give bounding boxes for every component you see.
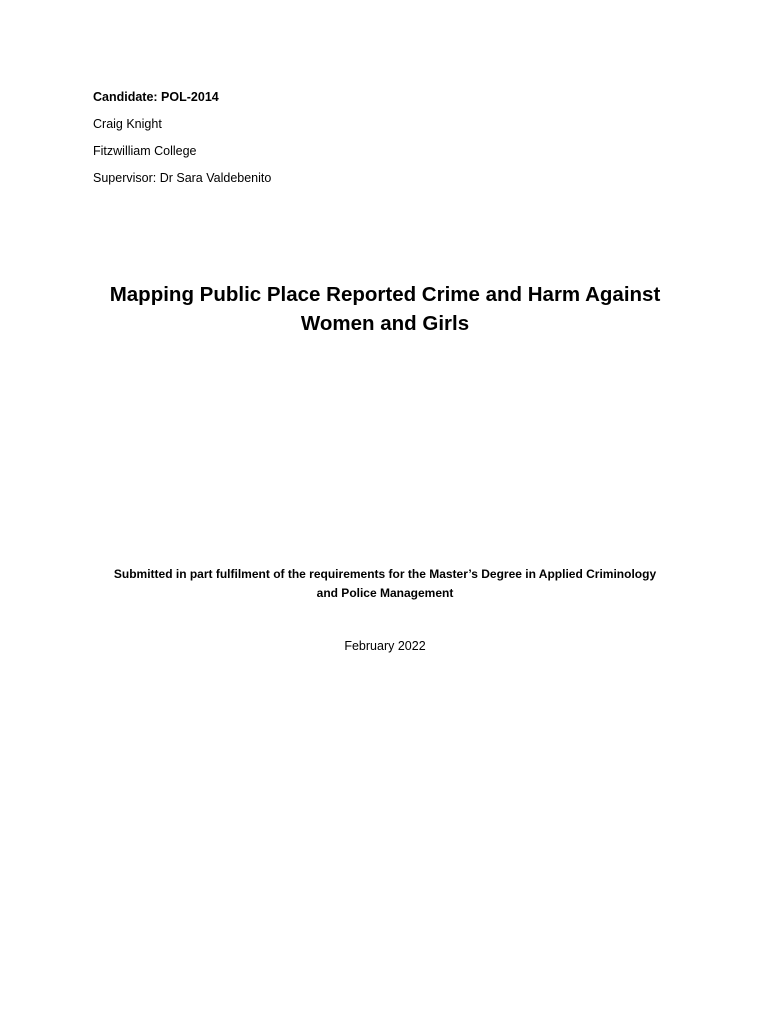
candidate-id: Candidate: POL-2014 bbox=[93, 90, 219, 104]
submission-date: February 2022 bbox=[344, 639, 426, 653]
submission-line-2: and Police Management bbox=[316, 586, 454, 600]
document-title bbox=[85, 280, 685, 338]
title-line-2: Women and Girls bbox=[300, 312, 470, 335]
college-name: Fitzwilliam College bbox=[93, 144, 197, 158]
title-line-1: Mapping Public Place Reported Crime and Harm Against bbox=[109, 283, 661, 306]
submission-line-1: Submitted in part fulfilment of the requirements for the Master’s Degree in Applied Criminology bbox=[113, 567, 657, 581]
author-name: Craig Knight bbox=[93, 117, 162, 131]
submission-statement bbox=[70, 565, 700, 603]
supervisor-name: Supervisor: Dr Sara Valdebenito bbox=[93, 171, 272, 185]
